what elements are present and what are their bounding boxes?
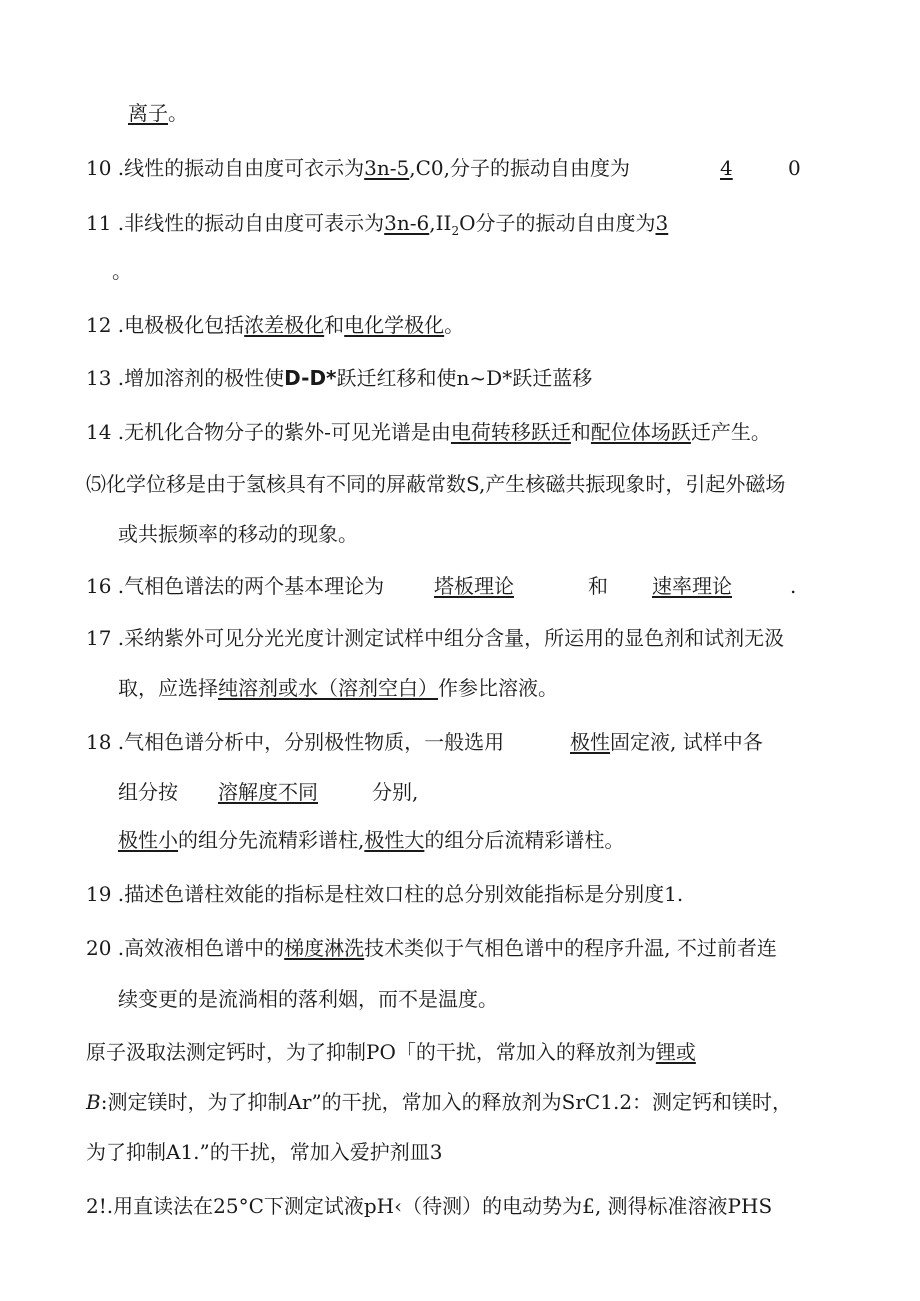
question-13: 13 .增加溶剂的极性使D-D*跃迁红移和使n~D*跃迁蓝移 (86, 366, 593, 390)
question-20-continued: 续变更的是流淌相的落利姻，而不是温度。 (118, 987, 498, 1011)
question-18-line-2: 组分按 (118, 780, 178, 804)
underlined-answer: 电荷转移跃迁 (450, 420, 571, 444)
question-22: 2!.用直读法在25°C下测定试液pH‹（待测）的电动势为£, 测得标准溶液PHS (86, 1194, 773, 1218)
question-18: 18 .气相色谱分析中，分别极性物质，一般选用 (86, 730, 505, 754)
question-21-line-1: 原子汲取法测定钙时，为了抑制PO「的干扰，常加入的释放剂为锂或 (86, 1040, 696, 1064)
underlined-answer: 配位体场跃 (590, 420, 691, 444)
question-12: 12 .电极极化包括浓差极化和电化学极化。 (86, 313, 465, 337)
underlined-answer: 电化学极化 (344, 313, 445, 337)
underlined-answer: 梯度淋洗 (284, 936, 365, 960)
question-18-answer: 极性固定液, 试样中各 (570, 730, 763, 754)
text-line-period: 。 (112, 259, 132, 283)
answer-blank: 速率理论 (652, 574, 732, 598)
question-20: 20 .高效液相色谱中的梯度淋洗技术类似于气相色谱中的程序升温, 不过前者连 (86, 936, 777, 960)
question-10: 10 .线性的振动自由度可衣示为3n-5,C0,分子的振动自由度为 (86, 156, 631, 180)
answer-suffix: . (790, 574, 797, 598)
text-line-1: 离子。 (128, 101, 188, 125)
question-17-continued: 取，应选择纯溶剂或水（溶剂空白）作参比溶液。 (118, 676, 558, 700)
question-15-continued: 或共振频率的移动的现象。 (118, 522, 358, 546)
question-14: 14 .无机化合物分子的紫外-可见光谱是由电荷转移跃迁和配位体场跃迁产生。 (86, 420, 771, 444)
question-16: 16 .气相色谱法的两个基本理论为 (86, 574, 385, 598)
answer-blank: 4 (720, 156, 733, 180)
answer-connector: 和 (588, 574, 608, 598)
underlined-answer: 3n-5 (364, 156, 410, 180)
question-18-line-3: 极性小的组分先流精彩谱柱,极性大的组分后流精彩谱柱。 (118, 828, 625, 852)
underlined-answer: 锂或 (655, 1040, 696, 1064)
question-15: ⑸化学位移是由于氢核具有不同的屏蔽常数S,产生核磁共振现象时，引起外磁场 (86, 472, 786, 496)
answer-blank: 溶解度不同 (218, 780, 318, 804)
underlined-answer: 3n-6 (384, 211, 430, 235)
underlined-answer: 极性小 (118, 828, 178, 852)
question-21-line-2: B:测定镁时，为了抑制Ar”的干扰，常加入的释放剂为SrC1.2：测定钙和镁时， (86, 1090, 793, 1114)
question-17: 17 .采纳紫外可见分光光度计测定试样中组分含量，所运用的显色剂和试剂无汲 (86, 626, 785, 650)
underlined-answer: 3 (655, 211, 669, 235)
underlined-answer: 纯溶剂或水（溶剂空白） (218, 676, 438, 700)
question-19: 19 .描述色谱柱效能的指标是柱效口柱的总分别效能指标是分别度1. (86, 882, 684, 906)
answer-suffix: 分别, (372, 780, 419, 804)
question-21-line-3: 为了抑制A1.”的干扰，常加入爱护剂皿3 (86, 1140, 443, 1164)
underlined-answer: 极性大 (364, 828, 425, 852)
answer-blank: 塔板理论 (434, 574, 514, 598)
answer-suffix: 0 (788, 156, 801, 180)
underlined-answer: 离子 (128, 101, 168, 125)
underlined-answer: 浓差极化 (244, 313, 325, 337)
question-11: 11 .非线性的振动自由度可表示为$3n-6,II_2O$分子的振动自由度为3 (86, 211, 669, 238)
